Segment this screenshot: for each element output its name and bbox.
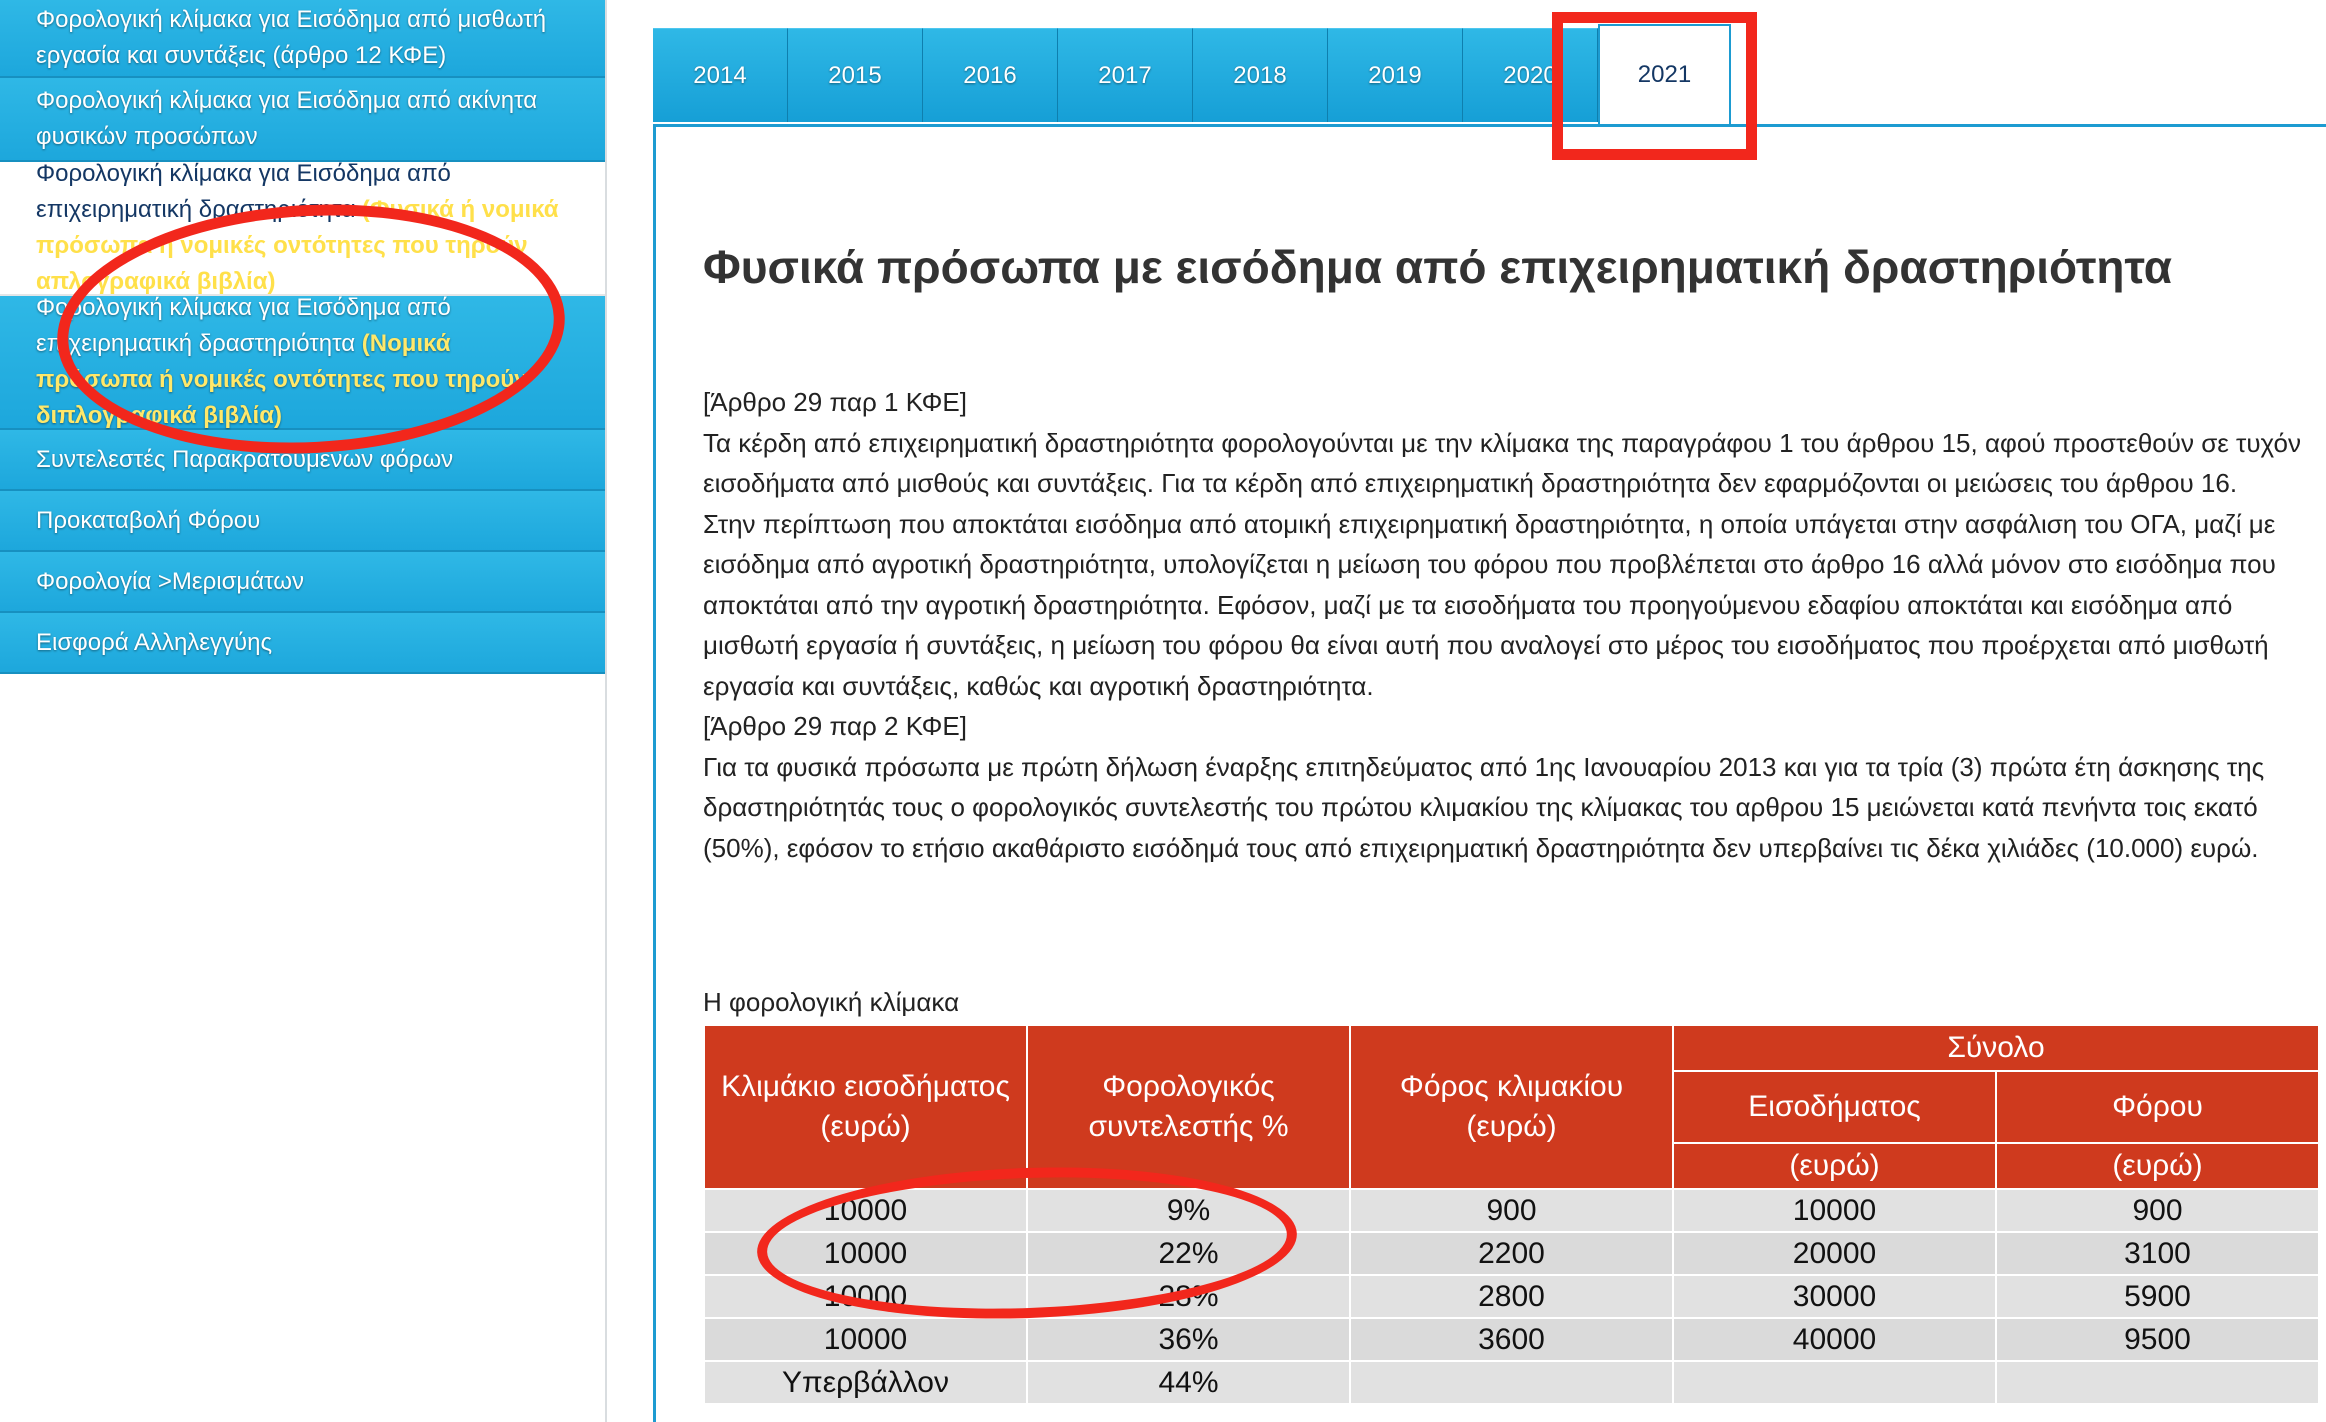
sidebar-item-salary-scale[interactable] [0, 0, 605, 78]
table-cell: 9500 [1996, 1318, 2319, 1361]
tab-2017[interactable]: 2017 [1058, 28, 1193, 122]
table-cell [1673, 1361, 1996, 1404]
article-ref-1: [Άρθρο 29 παρ 1 ΚΦΕ] [703, 387, 967, 417]
sidebar-item-property-scale[interactable] [0, 78, 605, 162]
sidebar-item-label: Εισφορά Αλληλεγγύης [36, 628, 273, 656]
table-cell: 30000 [1673, 1275, 1996, 1318]
table-cell: 10000 [704, 1189, 1027, 1232]
table-cell: Υπερβάλλον [704, 1361, 1027, 1404]
tax-scale-table [703, 1024, 2320, 1405]
sidebar-item-label: Φορολογική κλίμακα για Εισόδημα από μισθωτή εργασία και συντάξεις (άρθρο 12 ΚΦΕ) [36, 6, 547, 69]
table-cell: 900 [1996, 1189, 2319, 1232]
sidebar-item-label: Φορολογική κλίμακα για Εισόδημα από ακίνητα φυσικών προσώπων [36, 87, 538, 150]
header-total-group: Σύνολο [1673, 1025, 2319, 1071]
table-cell: 10000 [1673, 1189, 1996, 1232]
header-total-income-unit: (ευρώ) [1673, 1143, 1996, 1189]
tab-2021[interactable]: 2021 [1598, 24, 1731, 124]
page-title: Φυσικά πρόσωπα με εισόδημα από επιχειρηματική δραστηριότητα [703, 241, 2172, 293]
sidebar-item-label: Φορολογική κλίμακα για Εισόδημα από επιχειρηματική δραστηριότητα [36, 160, 451, 223]
table-row [704, 1318, 2319, 1361]
table-cell: 10000 [704, 1275, 1027, 1318]
table-cell: 44% [1027, 1361, 1350, 1404]
table-row [704, 1189, 2319, 1232]
sidebar-item-business-single-entry[interactable] [0, 162, 605, 296]
table-cell: 3600 [1350, 1318, 1673, 1361]
table-row [704, 1275, 2319, 1318]
header-total-income: Εισοδήματος [1673, 1071, 1996, 1143]
sidebar-item-label: Φορολογική κλίμακα για Εισόδημα από επιχειρηματική δραστηριότητα [36, 294, 451, 357]
year-tabs [653, 28, 1731, 126]
table-cell: 10000 [704, 1318, 1027, 1361]
tab-2016[interactable]: 2016 [923, 28, 1058, 122]
sidebar-item-dividend-tax[interactable] [0, 552, 605, 613]
table-cell: 20000 [1673, 1232, 1996, 1275]
tab-2015[interactable]: 2015 [788, 28, 923, 122]
sidebar-item-withholding-rates[interactable] [0, 430, 605, 491]
sidebar-item-label: Προκαταβολή Φόρου [36, 506, 261, 534]
table-cell: 22% [1027, 1232, 1350, 1275]
header-tax-rate: Φορολογικός συντελεστής % [1027, 1025, 1350, 1189]
table-cell [1350, 1361, 1673, 1404]
sidebar-item-label: Συντελεστές Παρακρατούμενων φόρων [36, 445, 454, 473]
sidebar-item-highlight: (Νομικά πρόσωπα ή νομικές οντότητες που τηρούν διπλογραφικά βιβλία) [36, 330, 528, 429]
sidebar-item-solidarity-contribution[interactable] [0, 613, 605, 674]
tab-2014[interactable]: 2014 [653, 28, 788, 122]
sidebar-item-tax-prepayment[interactable] [0, 491, 605, 552]
table-cell: 3100 [1996, 1232, 2319, 1275]
sidebar-item-label-wrap [36, 290, 569, 434]
sidebar [0, 0, 607, 1422]
table-cell: 900 [1350, 1189, 1673, 1232]
header-bracket-tax: Φόρος κλιμακίου (ευρώ) [1350, 1025, 1673, 1189]
sidebar-item-business-double-entry[interactable] [0, 296, 605, 430]
article-ref-2: [Άρθρο 29 παρ 2 ΚΦΕ] [703, 711, 967, 741]
header-total-tax-unit: (ευρώ) [1996, 1143, 2319, 1189]
sidebar-item-label: Φορολογία >Μερισμάτων [36, 567, 304, 595]
table-row [704, 1361, 2319, 1404]
article-paragraph-1: Τα κέρδη από επιχειρηματική δραστηριότητα φορολογούνται με την κλίμακα της παραγράφου 1 του άρθρου 15, αφού προστεθούν σε τυχόν εισοδήματα από μισθούς και συντάξεις. Για τα κέρδη από επιχειρηματική δραστηριότητα δεν εφαρμόζονται οι μειώσεις του άρθρου 16. [703, 427, 2301, 498]
table-cell [1996, 1361, 2319, 1404]
tab-2018[interactable]: 2018 [1193, 28, 1328, 122]
sidebar-item-highlight: (Φυσικά ή νομικά πρόσωπα ή νομικές οντότητες που τηρούν απλογραφικά βιβλία) [36, 196, 559, 295]
article-paragraph-2: Στην περίπτωση που αποκτάται εισόδημα από ατομική επιχειρηματική δραστηριότητα, η οποία υπάγεται στην ασφάλιση του ΟΓΑ, μαζί με εισόδημα από αγροτική δραστηριότητα, υπολογίζεται η μείωση του φόρου που προβλέπεται στο άρθρο 16 αλλά μόνον στο εισόδημα που αποκτάται από την αγροτική δραστηριότητα. Εφόσον, μαζί με τα εισοδήματα του προηγούμενου εδαφίου αποκτάται και εισόδημα από μισθωτή εργασία ή συντάξεις, η μείωση του φόρου θα είναι αυτή που αναλογεί στο μέρος του εισοδήματος που προέρχεται από μισθωτή εργασία και συντάξεις, καθώς και αγροτική δραστηριότητα. [703, 508, 2276, 701]
header-income-bracket: Κλιμάκιο εισοδήματος (ευρώ) [704, 1025, 1027, 1189]
table-cell: 40000 [1673, 1318, 1996, 1361]
article-paragraph-3: Για τα φυσικά πρόσωπα με πρώτη δήλωση έναρξης επιτηδεύματος από 1ης Ιανουαρίου 2013 και για τα τρία (3) πρώτα έτη άσκησης της δραστηριότητάς τους ο φορολογικός συντελεστής του πρώτου κλιμακίου της κλίμακας του αρθρου 15 μειώνεται κατά πενήντα τοις εκατό (50%), εφόσον το ετήσιο ακαθάριστο εισόδημά τους από επιχειρηματική δραστηριότητα δεν υπερβαίνει τις δέκα χιλιάδες (10.000) ευρώ. [703, 751, 2265, 863]
table-cell: 2800 [1350, 1275, 1673, 1318]
table-cell: 2200 [1350, 1232, 1673, 1275]
article-body [703, 382, 2313, 868]
header-total-tax: Φόρου [1996, 1071, 2319, 1143]
sidebar-item-label-wrap [36, 156, 569, 300]
tab-2020[interactable]: 2020 [1463, 28, 1598, 122]
scale-caption: Η φορολογική κλίμακα [703, 987, 960, 1017]
table-cell: 10000 [704, 1232, 1027, 1275]
tab-2019[interactable]: 2019 [1328, 28, 1463, 122]
table-row [704, 1232, 2319, 1275]
table-cell: 9% [1027, 1189, 1350, 1232]
table-cell: 28% [1027, 1275, 1350, 1318]
table-cell: 5900 [1996, 1275, 2319, 1318]
table-cell: 36% [1027, 1318, 1350, 1361]
